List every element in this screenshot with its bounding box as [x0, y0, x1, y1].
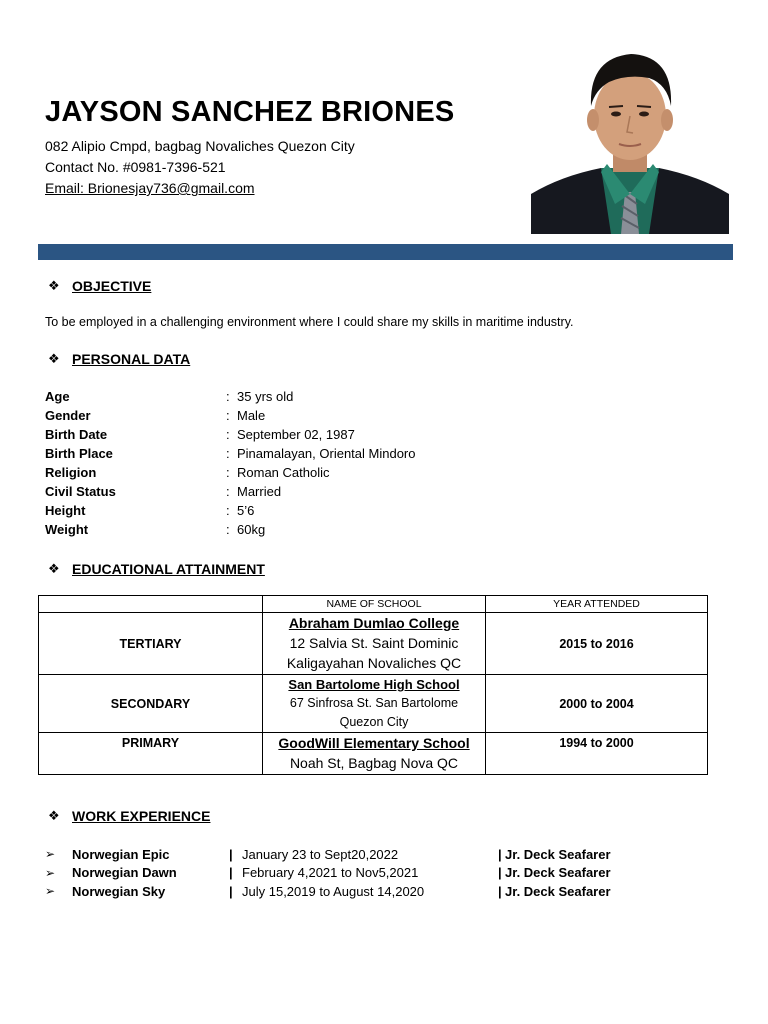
email-link[interactable]: Email: Brionesjay736@gmail.com — [45, 180, 255, 196]
arrow-bullet-icon: ➢ — [45, 847, 56, 862]
school-address-line: 67 Sinfrosa St. San Bartolome — [289, 696, 459, 710]
personal-value: 60kg — [237, 522, 266, 537]
separator: | — [498, 883, 502, 899]
education-level: PRIMARY — [39, 733, 263, 775]
ship-name: Norwegian Dawn — [72, 865, 177, 881]
personal-value: Roman Catholic — [237, 465, 330, 480]
personal-value: 5’6 — [237, 503, 255, 518]
column-header-school: NAME OF SCHOOL — [263, 596, 486, 613]
list-item — [45, 864, 611, 883]
job-role: Jr. Deck Seafarer — [505, 883, 611, 899]
personal-label: Birth Date — [45, 427, 108, 442]
personal-value: Married — [237, 484, 282, 499]
personal-label: Religion — [45, 465, 97, 480]
contact-block — [45, 136, 355, 199]
personal-label: Weight — [45, 522, 89, 537]
personal-row-civil-status: Civil Status : Married — [45, 484, 282, 499]
school-cell — [263, 613, 486, 675]
personal-row-age: Age : 35 yrs old — [45, 389, 294, 404]
education-title: EDUCATIONAL ATTAINMENT — [72, 561, 265, 577]
personal-row-height: Height : 5’6 — [45, 503, 255, 518]
objective-title: OBJECTIVE — [72, 278, 152, 294]
table-row — [39, 733, 708, 775]
ship-name: Norwegian Epic — [72, 846, 170, 862]
work-title: WORK EXPERIENCE — [72, 808, 211, 824]
school-address-line: Noah St, Bagbag Nova QC — [289, 755, 459, 771]
personal-value: Pinamalayan, Oriental Mindoro — [237, 446, 416, 461]
table-row — [39, 613, 708, 675]
school-address-line: Quezon City — [339, 715, 409, 729]
column-header-year: YEAR ATTENDED — [486, 596, 708, 613]
personal-row-weight: Weight : 60kg — [45, 522, 266, 537]
employment-dates: July 15,2019 to August 14,2020 — [242, 883, 425, 899]
education-heading — [48, 561, 265, 577]
header-divider-bar — [38, 244, 733, 260]
list-item — [45, 882, 611, 901]
objective-heading — [48, 278, 151, 294]
school-name: Abraham Dumlao College — [288, 615, 460, 631]
job-role: Jr. Deck Seafarer — [505, 865, 611, 881]
personal-row-birth-date: Birth Date : September 02, 1987 — [45, 427, 355, 442]
list-item — [45, 845, 611, 864]
separator: | — [229, 883, 233, 899]
address-line: 082 Alipio Cmpd, bagbag Novaliches Quezon City — [45, 138, 355, 154]
year-attended: 1994 to 2000 — [486, 733, 708, 775]
education-level: SECONDARY — [39, 675, 263, 733]
diamond-bullet-icon: ❖ — [48, 561, 60, 576]
year-attended: 2015 to 2016 — [486, 613, 708, 675]
personal-row-religion: Religion : Roman Catholic — [45, 465, 330, 480]
personal-label: Height — [45, 503, 86, 518]
diamond-bullet-icon: ❖ — [48, 351, 60, 366]
column-header — [39, 596, 263, 613]
personal-row-gender: Gender : Male — [45, 408, 266, 423]
personal-label: Gender — [45, 408, 91, 423]
personal-data-title: PERSONAL DATA — [72, 351, 191, 367]
arrow-bullet-icon: ➢ — [45, 865, 56, 880]
separator: | — [498, 846, 502, 862]
school-cell — [263, 675, 486, 733]
table-header-row — [39, 596, 708, 613]
personal-label: Birth Place — [45, 446, 113, 461]
personal-data-heading — [48, 351, 190, 367]
objective-text: To be employed in a challenging environment where I could share my skills in maritime industry. — [45, 315, 574, 329]
employment-dates: January 23 to Sept20,2022 — [242, 846, 399, 862]
diamond-bullet-icon: ❖ — [48, 808, 60, 823]
table-row — [39, 675, 708, 733]
separator: | — [229, 865, 233, 881]
job-role: Jr. Deck Seafarer — [505, 846, 611, 862]
education-table — [38, 595, 708, 775]
profile-photo — [531, 44, 729, 234]
ship-name: Norwegian Sky — [72, 883, 166, 899]
school-address-line: 12 Salvia St. Saint Dominic — [289, 635, 459, 651]
diamond-bullet-icon: ❖ — [48, 278, 60, 293]
work-list — [45, 845, 611, 901]
school-name: San Bartolome High School — [288, 677, 460, 692]
school-address-line: Kaligayahan Novaliches QC — [286, 655, 462, 671]
personal-value: Male — [237, 408, 266, 423]
personal-row-birth-place: Birth Place : Pinamalayan, Oriental Mindoro — [45, 446, 416, 461]
education-level: TERTIARY — [39, 613, 263, 675]
year-attended: 2000 to 2004 — [486, 675, 708, 733]
personal-value: 35 yrs old — [237, 389, 294, 404]
separator: | — [229, 846, 233, 862]
personal-data-list — [45, 387, 415, 539]
contact-number: Contact No. #0981-7396-521 — [45, 159, 226, 175]
personal-value: September 02, 1987 — [237, 427, 355, 442]
arrow-bullet-icon: ➢ — [45, 884, 56, 899]
school-name: GoodWill Elementary School — [278, 735, 470, 751]
personal-label: Age — [45, 389, 70, 404]
personal-label: Civil Status — [45, 484, 116, 499]
work-heading — [48, 808, 210, 824]
employment-dates: February 4,2021 to Nov5,2021 — [242, 865, 419, 881]
applicant-name: JAYSON SANCHEZ BRIONES — [45, 96, 455, 128]
school-cell — [263, 733, 486, 775]
separator: | — [498, 865, 502, 881]
